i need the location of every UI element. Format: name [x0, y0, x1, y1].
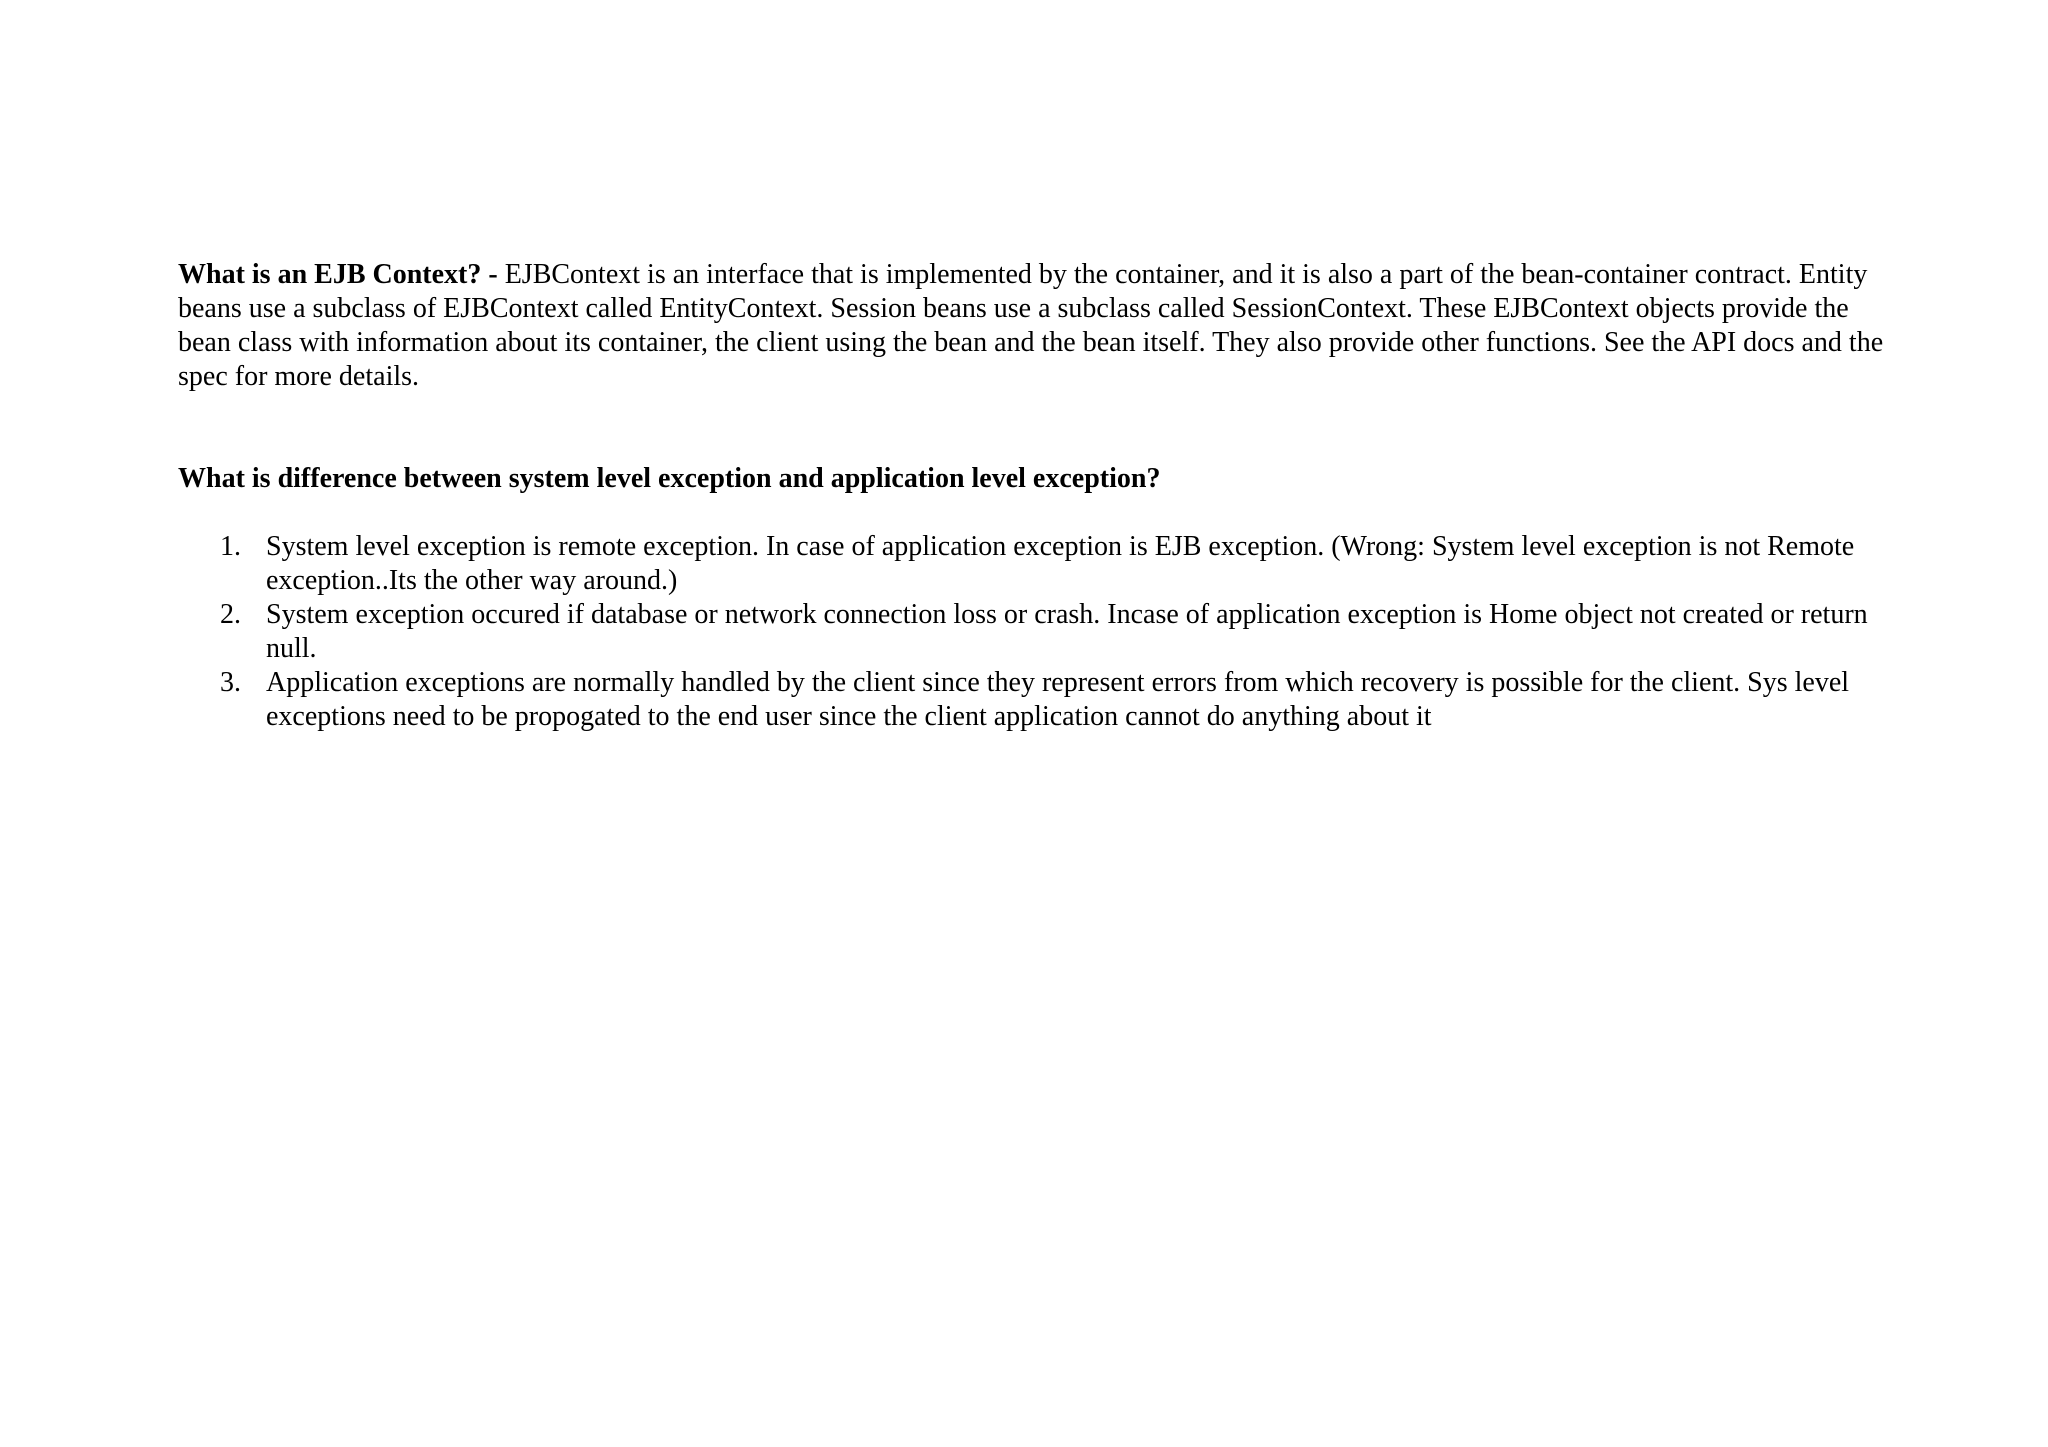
document-page: [178, 258, 1890, 734]
list-item-number: 1.: [220, 531, 241, 562]
ejb-context-paragraph: [178, 258, 1890, 394]
list-item-text: System level exception is remote exception. In case of application exception is EJB exception. (Wrong: System level exception is not Remote exception..Its the other way around.): [266, 531, 1855, 596]
list-item: [178, 530, 1890, 598]
list-item-text: Application exceptions are normally handled by the client since they represent errors from which recovery is possible for the client. Sys level exceptions need to be propogated to the end user since the client application cannot do anything about it: [266, 667, 1850, 732]
list-item: [178, 666, 1890, 734]
ejb-context-answer: EJBContext is an interface that is implemented by the container, and it is also a part of the bean-container contract. Entity beans use a subclass of EJBContext called EntityContext. Session beans use a subclass called SessionContext. These EJBContext objects provide the bean class with information about its container, the client using the bean and the bean itself. They also provide other functions. See the API docs and the spec for more details.: [178, 259, 1884, 392]
list-item: [178, 598, 1890, 666]
exception-list: [178, 530, 1890, 734]
exception-difference-heading: What is difference between system level exception and application level exception?: [178, 463, 1161, 494]
list-item-number: 2.: [220, 599, 241, 630]
list-item-text: System exception occured if database or network connection loss or crash. Incase of application exception is Home object not created or return null.: [266, 599, 1868, 664]
list-item-number: 3.: [220, 667, 241, 698]
ejb-context-question: What is an EJB Context? -: [178, 259, 498, 290]
